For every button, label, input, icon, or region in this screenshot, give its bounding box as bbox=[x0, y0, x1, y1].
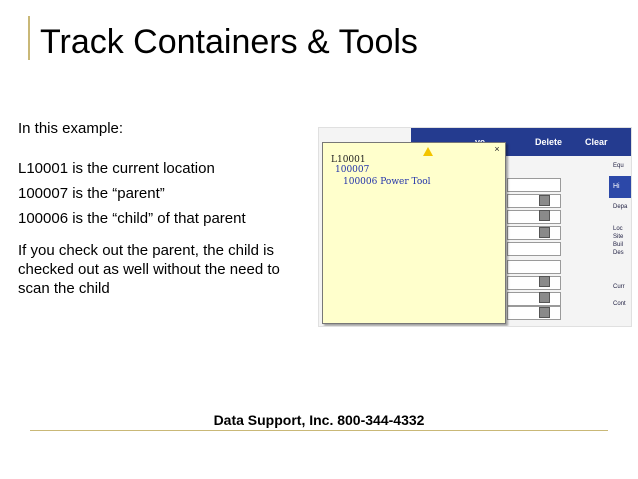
footer-text: Data Support, Inc. 800-344-4332 bbox=[213, 412, 425, 428]
warning-icon bbox=[423, 147, 433, 156]
field-label: Equ bbox=[613, 163, 624, 169]
slide-title: Track Containers & Tools bbox=[40, 23, 418, 61]
child-text: 100006 is the “child” of that parent bbox=[18, 210, 246, 227]
field-label: Depa bbox=[613, 204, 628, 210]
tree-location[interactable]: L10001 bbox=[331, 155, 366, 165]
tree-child[interactable]: 100006 Power Tool bbox=[343, 177, 431, 187]
form-field[interactable] bbox=[507, 242, 561, 256]
tab-button[interactable]: Hi bbox=[609, 176, 632, 198]
footer-divider bbox=[30, 430, 608, 431]
form-field[interactable] bbox=[507, 194, 561, 208]
parent-text: 100007 is the “parent” bbox=[18, 185, 165, 202]
form-field[interactable] bbox=[507, 178, 561, 192]
delete-button[interactable]: Delete bbox=[535, 137, 563, 147]
field-label: Site bbox=[613, 234, 624, 240]
lookup-button[interactable] bbox=[539, 307, 550, 318]
field-label: Cont bbox=[613, 301, 626, 307]
form-field[interactable] bbox=[507, 260, 561, 274]
form-field[interactable] bbox=[507, 276, 561, 290]
lookup-button[interactable] bbox=[539, 227, 550, 238]
lookup-button[interactable] bbox=[539, 276, 550, 287]
clear-button[interactable]: Clear bbox=[585, 137, 608, 147]
intro-text: In this example: bbox=[18, 120, 124, 137]
field-label: Buil bbox=[613, 242, 624, 248]
field-label: Des bbox=[613, 250, 624, 256]
lookup-button[interactable] bbox=[539, 292, 550, 303]
container-tree-popup bbox=[322, 142, 506, 324]
field-label: Curr bbox=[613, 284, 625, 290]
form-field[interactable] bbox=[507, 306, 561, 320]
close-icon[interactable]: × bbox=[494, 144, 500, 154]
form-field[interactable] bbox=[507, 292, 561, 306]
title-accent-bar bbox=[28, 16, 30, 60]
field-label: Loc bbox=[613, 226, 623, 232]
form-field[interactable] bbox=[507, 226, 561, 240]
current-location-text: L10001 is the current location bbox=[18, 160, 215, 177]
lookup-button[interactable] bbox=[539, 210, 550, 221]
app-screenshot bbox=[318, 127, 632, 327]
checkout-explanation: If you check out the parent, the child is checked out as well without the need to scan the child bbox=[18, 242, 280, 297]
tree-parent[interactable]: 100007 bbox=[335, 165, 370, 175]
lookup-button[interactable] bbox=[539, 195, 550, 206]
form-field[interactable] bbox=[507, 210, 561, 224]
